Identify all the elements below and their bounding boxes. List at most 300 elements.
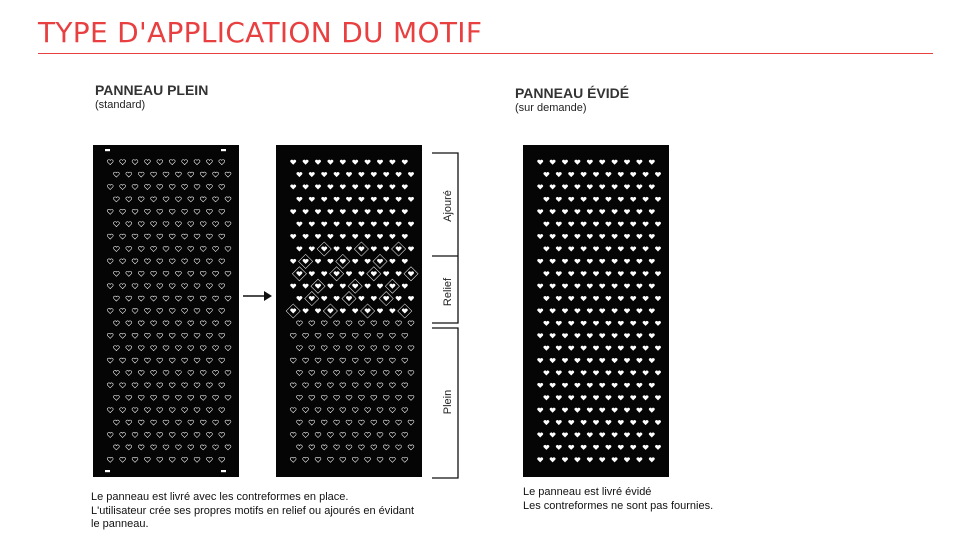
perforation-mark (358, 271, 364, 276)
perforation-mark (132, 433, 138, 438)
perforation-mark (206, 160, 212, 165)
perforation-mark (169, 284, 175, 289)
perforation-mark (225, 172, 231, 177)
perforation-mark (587, 209, 593, 214)
perforation-mark (126, 222, 132, 227)
perforation-mark (636, 333, 642, 338)
perforation-mark (612, 160, 618, 165)
perforation-mark (327, 383, 333, 388)
perforation-mark (618, 271, 624, 276)
perforation-mark (352, 383, 358, 388)
perforation-mark (132, 160, 138, 165)
perforation-mark (593, 371, 599, 376)
perforation-mark (321, 296, 327, 301)
perforation-mark (587, 234, 593, 239)
perforation-mark (624, 358, 630, 363)
perforation-mark (587, 284, 593, 289)
perforation-mark (624, 259, 630, 264)
perforation-mark (169, 209, 175, 214)
perforation-mark (290, 408, 296, 413)
perforation-mark (182, 383, 188, 388)
perforation-mark (537, 209, 543, 214)
perforation-mark (219, 309, 225, 314)
perforation-mark (321, 172, 327, 177)
perforation-mark (113, 420, 119, 425)
perforation-mark (151, 296, 157, 301)
perforation-mark (144, 209, 150, 214)
perforation-mark (612, 408, 618, 413)
perforation-mark (296, 445, 302, 450)
perforation-mark (126, 371, 132, 376)
perforation-mark (383, 197, 389, 202)
perforation-mark (340, 408, 346, 413)
perforation-mark (151, 247, 157, 252)
perforation-mark (377, 259, 383, 264)
perforation-mark (371, 172, 377, 177)
perforation-mark (132, 259, 138, 264)
perforation-mark (408, 395, 414, 400)
perforation-mark (120, 259, 126, 264)
perforation-mark (340, 259, 346, 264)
perforation-mark (543, 247, 549, 252)
perforation-mark (537, 457, 543, 462)
perforation-mark (599, 185, 605, 190)
perforation-mark (144, 383, 150, 388)
perforation-mark (169, 160, 175, 165)
perforation-mark (120, 358, 126, 363)
perforation-mark (290, 185, 296, 190)
perforation-mark (556, 371, 562, 376)
perforation-mark (327, 284, 333, 289)
perforation-mark (175, 371, 181, 376)
perforation-mark (396, 197, 402, 202)
perforation-mark (402, 433, 408, 438)
perforation-mark (543, 346, 549, 351)
perforation-mark (225, 371, 231, 376)
panel-plein-standard (93, 145, 239, 477)
perforation-mark (144, 333, 150, 338)
perforation-mark (296, 247, 302, 252)
perforation-mark (315, 209, 321, 214)
perforation-mark (309, 222, 315, 227)
perforation-mark (138, 197, 144, 202)
perforation-mark (157, 433, 163, 438)
perforation-mark (568, 321, 574, 326)
perforation-mark (163, 296, 169, 301)
perforation-mark (365, 284, 371, 289)
perforation-mark (581, 271, 587, 276)
perforation-mark (126, 172, 132, 177)
perforation-mark (383, 321, 389, 326)
perforation-mark (605, 371, 611, 376)
perforation-mark (206, 457, 212, 462)
perforation-mark (605, 271, 611, 276)
perforation-mark (334, 172, 340, 177)
perforation-mark (612, 383, 618, 388)
perforation-mark (605, 296, 611, 301)
perforation-mark (371, 247, 377, 252)
perforation-mark (188, 346, 194, 351)
perforation-mark (113, 346, 119, 351)
perforation-mark (574, 185, 580, 190)
perforation-mark (182, 408, 188, 413)
perforation-mark (618, 371, 624, 376)
perforation-mark (389, 383, 395, 388)
perforation-mark (126, 197, 132, 202)
perforation-mark (113, 321, 119, 326)
perforation-mark (175, 271, 181, 276)
perforation-mark (574, 358, 580, 363)
perforation-mark (346, 395, 352, 400)
perforation-mark (643, 445, 649, 450)
perforation-mark (562, 284, 568, 289)
perforation-mark (120, 433, 126, 438)
perforation-mark (636, 309, 642, 314)
perforation-mark (151, 346, 157, 351)
perforation-mark (655, 346, 661, 351)
perforation-mark (537, 358, 543, 363)
perforation-mark (605, 172, 611, 177)
perforation-mark (151, 321, 157, 326)
zone-label-plein: Plein (442, 389, 454, 415)
perforation-mark (599, 358, 605, 363)
perforation-mark (562, 433, 568, 438)
perforation-mark (408, 247, 414, 252)
perforation-mark (340, 309, 346, 314)
perforation-mark (568, 346, 574, 351)
panel-evide (523, 145, 669, 477)
perforation-mark (383, 247, 389, 252)
perforation-mark (550, 185, 556, 190)
perforation-mark (537, 259, 543, 264)
perforation-mark (346, 271, 352, 276)
perforation-mark (605, 346, 611, 351)
perforation-mark (303, 160, 309, 165)
perforation-mark (396, 395, 402, 400)
perforation-mark (157, 185, 163, 190)
perforation-mark (163, 395, 169, 400)
perforation-mark (182, 259, 188, 264)
perforation-mark (206, 433, 212, 438)
perforation-mark (389, 234, 395, 239)
perforation-mark (352, 259, 358, 264)
perforation-mark (643, 420, 649, 425)
perforation-mark (649, 383, 655, 388)
perforation-mark (194, 408, 200, 413)
perforation-mark (296, 197, 302, 202)
perforation-mark (550, 433, 556, 438)
perforation-mark (358, 172, 364, 177)
perforation-mark (157, 234, 163, 239)
perforation-mark (194, 333, 200, 338)
perforation-mark (358, 296, 364, 301)
perforation-mark (206, 209, 212, 214)
perforation-mark (169, 309, 175, 314)
perforation-mark (225, 197, 231, 202)
perforation-mark (402, 457, 408, 462)
perforation-mark (556, 395, 562, 400)
perforation-mark (151, 271, 157, 276)
perforation-mark (396, 445, 402, 450)
fixing-tab (221, 149, 226, 151)
perforation-mark (206, 408, 212, 413)
perforation-mark (303, 234, 309, 239)
perforation-mark (346, 197, 352, 202)
perforation-mark (340, 234, 346, 239)
perforation-mark (107, 457, 113, 462)
perforation-mark (303, 259, 309, 264)
perforation-mark (593, 420, 599, 425)
perforation-mark (371, 321, 377, 326)
perforation-mark (219, 433, 225, 438)
perforation-mark (340, 160, 346, 165)
perforation-mark (144, 433, 150, 438)
perforation-mark (655, 371, 661, 376)
perforation-mark (396, 247, 402, 252)
perforation-mark (303, 457, 309, 462)
perforation-mark (340, 284, 346, 289)
perforation-mark (107, 259, 113, 264)
perforation-mark (389, 457, 395, 462)
perforation-mark (649, 284, 655, 289)
perforation-mark (612, 309, 618, 314)
perforation-mark (206, 383, 212, 388)
perforation-mark (346, 420, 352, 425)
perforation-mark (655, 271, 661, 276)
perforation-mark (188, 371, 194, 376)
perforation-mark (383, 371, 389, 376)
perforation-mark (346, 222, 352, 227)
perforation-mark (334, 420, 340, 425)
perforation-mark (371, 445, 377, 450)
perforation-mark (182, 185, 188, 190)
perforation-mark (188, 321, 194, 326)
perforation-mark (383, 222, 389, 227)
perforation-mark (574, 408, 580, 413)
perforation-mark (334, 222, 340, 227)
perforation-mark (188, 271, 194, 276)
perforation-mark (568, 371, 574, 376)
perforation-mark (334, 445, 340, 450)
perforation-mark (408, 420, 414, 425)
perforation-mark (303, 433, 309, 438)
perforation-mark (126, 395, 132, 400)
perforation-mark (365, 309, 371, 314)
perforation-mark (630, 445, 636, 450)
perforation-mark (321, 445, 327, 450)
perforation-mark (182, 309, 188, 314)
perforation-mark (358, 371, 364, 376)
perforation-mark (163, 371, 169, 376)
perforation-mark (175, 197, 181, 202)
perforation-mark (543, 395, 549, 400)
perforation-mark (408, 346, 414, 351)
perforation-mark (630, 222, 636, 227)
perforation-mark (581, 395, 587, 400)
perforation-mark (377, 234, 383, 239)
perforation-mark (649, 160, 655, 165)
perforation-mark (315, 408, 321, 413)
perforation-mark (315, 309, 321, 314)
perforation-mark (649, 333, 655, 338)
perforation-mark (182, 234, 188, 239)
perforation-mark (132, 209, 138, 214)
left-section-heading: PANNEAU PLEIN (95, 82, 209, 98)
perforation-mark (138, 222, 144, 227)
perforation-mark (562, 457, 568, 462)
perforation-mark (408, 445, 414, 450)
perforation-mark (643, 172, 649, 177)
perforation-mark (636, 185, 642, 190)
perforation-mark (408, 321, 414, 326)
perforation-mark (157, 383, 163, 388)
perforation-mark (163, 197, 169, 202)
perforation-mark (225, 222, 231, 227)
perforation-mark (157, 160, 163, 165)
perforation-mark (574, 333, 580, 338)
perforation-mark (556, 296, 562, 301)
perforation-mark (219, 160, 225, 165)
perforation-mark (593, 247, 599, 252)
perforation-mark (649, 358, 655, 363)
perforation-mark (194, 433, 200, 438)
perforation-mark (365, 185, 371, 190)
perforation-mark (612, 284, 618, 289)
perforation-mark (605, 222, 611, 227)
perforation-mark (200, 271, 206, 276)
perforation-mark (389, 408, 395, 413)
perforation-mark (169, 358, 175, 363)
perforation-mark (377, 383, 383, 388)
perforation-mark (346, 172, 352, 177)
perforation-mark (581, 346, 587, 351)
perforation-mark (655, 420, 661, 425)
perforation-mark (402, 234, 408, 239)
perforation-mark (581, 371, 587, 376)
perforation-mark (163, 321, 169, 326)
note-line: L'utilisateur crée ses propres motifs en relief ou ajourés en évidant (91, 504, 415, 517)
perforation-mark (383, 420, 389, 425)
perforation-mark (574, 309, 580, 314)
perforation-mark (537, 234, 543, 239)
perforation-mark (550, 309, 556, 314)
perforation-mark (352, 457, 358, 462)
perforation-mark (581, 321, 587, 326)
perforation-mark (315, 284, 321, 289)
perforation-mark (383, 172, 389, 177)
perforation-mark (624, 383, 630, 388)
perforation-mark (612, 234, 618, 239)
perforation-mark (556, 172, 562, 177)
perforation-mark (630, 247, 636, 252)
perforation-mark (188, 445, 194, 450)
perforation-mark (358, 321, 364, 326)
perforation-mark (327, 433, 333, 438)
perforation-mark (599, 284, 605, 289)
perforation-mark (113, 271, 119, 276)
perforation-mark (624, 433, 630, 438)
perforation-mark (612, 333, 618, 338)
perforation-mark (169, 383, 175, 388)
perforation-mark (290, 383, 296, 388)
perforation-mark (618, 346, 624, 351)
perforation-mark (643, 321, 649, 326)
perforation-mark (537, 309, 543, 314)
perforation-mark (383, 346, 389, 351)
perforation-mark (213, 271, 219, 276)
perforation-mark (346, 321, 352, 326)
perforation-mark (599, 259, 605, 264)
perforation-mark (309, 296, 315, 301)
perforation-mark (408, 197, 414, 202)
perforation-mark (377, 433, 383, 438)
perforation-mark (219, 185, 225, 190)
note-line: Le panneau est livré avec les contreformes en place. (91, 491, 349, 503)
perforation-mark (581, 172, 587, 177)
perforation-mark (630, 420, 636, 425)
perforation-mark (630, 371, 636, 376)
perforation-mark (655, 321, 661, 326)
perforation-mark (358, 247, 364, 252)
perforation-mark (327, 457, 333, 462)
perforation-mark (377, 209, 383, 214)
perforation-mark (188, 172, 194, 177)
perforation-mark (321, 271, 327, 276)
perforation-mark (643, 247, 649, 252)
perforation-mark (194, 185, 200, 190)
perforation-mark (175, 222, 181, 227)
perforation-mark (334, 296, 340, 301)
perforation-mark (581, 247, 587, 252)
perforation-mark (352, 185, 358, 190)
perforation-mark (169, 185, 175, 190)
perforation-mark (169, 259, 175, 264)
perforation-mark (107, 209, 113, 214)
perforation-mark (636, 284, 642, 289)
perforation-mark (126, 247, 132, 252)
perforation-mark (126, 445, 132, 450)
perforation-mark (352, 284, 358, 289)
perforation-mark (618, 420, 624, 425)
perforation-mark (562, 160, 568, 165)
perforation-mark (321, 371, 327, 376)
perforation-mark (408, 371, 414, 376)
perforation-mark (182, 333, 188, 338)
perforation-mark (206, 259, 212, 264)
perforation-mark (175, 321, 181, 326)
perforation-mark (334, 271, 340, 276)
perforation-mark (113, 247, 119, 252)
perforation-mark (624, 333, 630, 338)
left-section-subheading: (standard) (95, 99, 146, 111)
perforation-mark (581, 296, 587, 301)
perforation-mark (182, 457, 188, 462)
perforation-mark (562, 259, 568, 264)
perforation-mark (315, 333, 321, 338)
perforation-mark (618, 395, 624, 400)
perforation-mark (225, 321, 231, 326)
perforation-mark (175, 445, 181, 450)
perforation-mark (120, 185, 126, 190)
perforation-mark (303, 333, 309, 338)
perforation-mark (107, 185, 113, 190)
perforation-mark (206, 333, 212, 338)
perforation-mark (383, 271, 389, 276)
perforation-mark (327, 358, 333, 363)
perforation-mark (587, 309, 593, 314)
perforation-mark (327, 333, 333, 338)
perforation-mark (219, 358, 225, 363)
